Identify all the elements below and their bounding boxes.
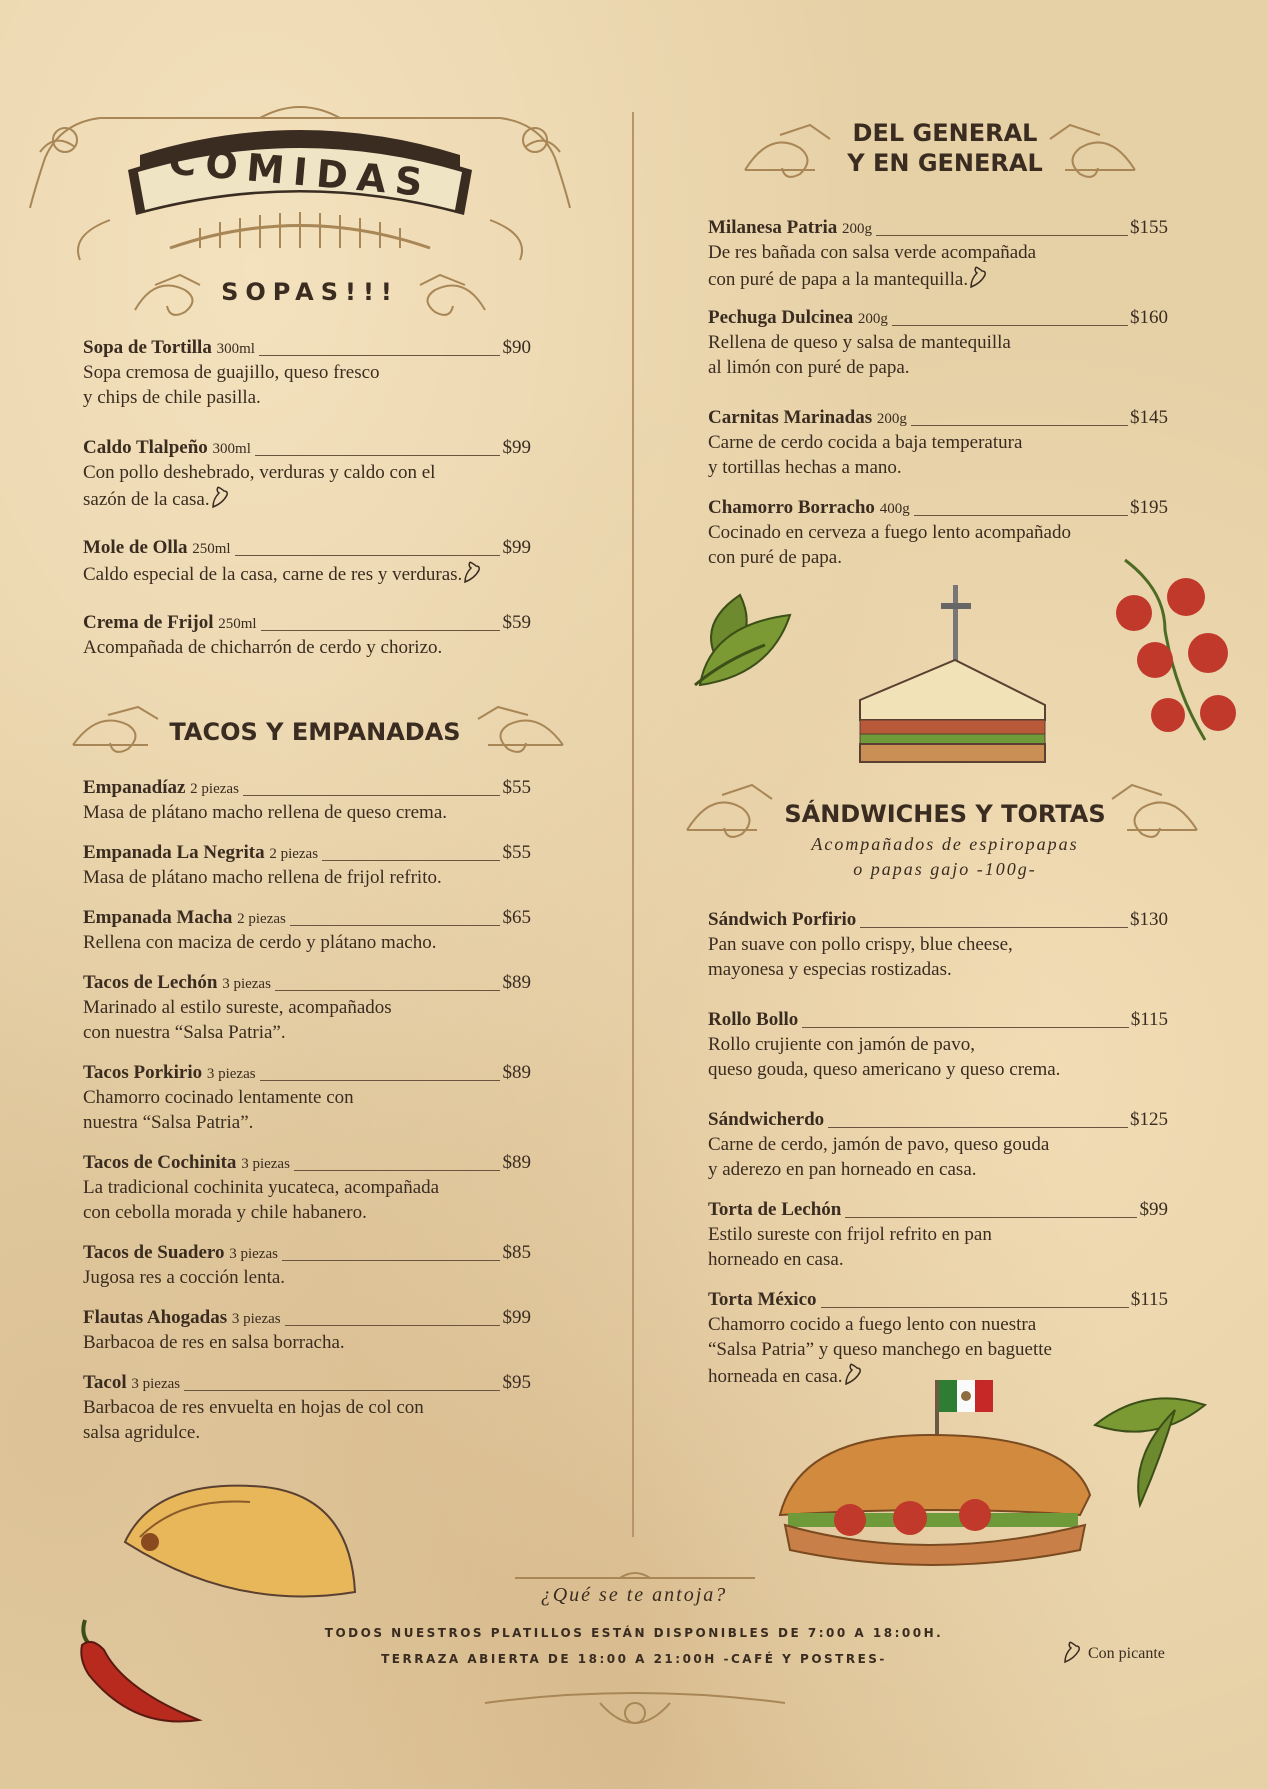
menu-item-price: $59: [502, 612, 531, 633]
menu-item: [83, 775, 531, 825]
menu-item: [83, 840, 531, 890]
menu-item-header: [708, 1197, 1168, 1222]
menu-item-header: [708, 1287, 1168, 1312]
menu-item-price: $55: [502, 777, 531, 798]
footer-hours: TODOS NUESTROS PLATILLOS ESTÁN DISPONIBLES DE 7:00 A 18:00H.: [324, 1626, 944, 1640]
menu-item-header: [83, 1150, 531, 1175]
sandwiches-subtitle-line2: o papas gajo -100g-: [853, 859, 1037, 879]
price-leader-line: [261, 630, 500, 631]
menu-item-name: Flautas Ahogadas: [83, 1307, 228, 1328]
price-leader-line: [184, 1390, 500, 1391]
price-leader-line: [892, 325, 1128, 326]
menu-item-description-text: Acompañada de chicharrón de cerdo y chorizo.: [83, 637, 443, 658]
menu-item-description: [83, 800, 531, 825]
menu-item-description-text: Rollo crujiente con jamón de pavo, queso gouda, queso americano y queso crema.: [708, 1034, 1061, 1080]
menu-item-name: Torta de Lechón: [708, 1199, 842, 1220]
menu-item: [83, 535, 531, 587]
menu-item-price: $85: [502, 1242, 531, 1263]
chili-icon: [210, 489, 232, 510]
menu-item-price: $95: [502, 1372, 531, 1393]
menu-item-description: [708, 330, 1168, 380]
menu-item-description: [83, 865, 531, 890]
menu-item: [708, 495, 1168, 570]
torta-illustration: [770, 1375, 1100, 1575]
menu-item-title: [83, 1152, 290, 1173]
menu-item-description-text: Sopa cremosa de guajillo, queso fresco y chips de chile pasilla.: [83, 362, 380, 408]
menu-item-name: Empanada Macha: [83, 907, 233, 928]
general-title: [835, 118, 1055, 178]
menu-item-description: [83, 1330, 531, 1355]
price-leader-line: [802, 1027, 1129, 1028]
menu-item-title: [83, 537, 231, 558]
menu-item-price: $90: [502, 337, 531, 358]
menu-item-price: $89: [502, 1062, 531, 1083]
menu-item: [83, 1060, 531, 1135]
menu-item-description: [708, 240, 1168, 292]
menu-item-portion: 3 piezas: [229, 1246, 278, 1262]
price-leader-line: [235, 555, 500, 556]
menu-item-price: $115: [1130, 1289, 1168, 1310]
menu-item-name: Sándwicherdo: [708, 1109, 825, 1130]
menu-item-description: [83, 360, 531, 410]
menu-item-price: $89: [502, 972, 531, 993]
menu-item-portion: 2 piezas: [237, 911, 286, 927]
menu-item-header: [83, 1240, 531, 1265]
price-leader-line: [322, 860, 500, 861]
menu-item-description-text: Pan suave con pollo crispy, blue cheese, mayonesa y especias rostizadas.: [708, 934, 1013, 980]
menu-item-name: Tacos de Cochinita: [83, 1152, 237, 1173]
menu-item-name: Caldo Tlalpeño: [83, 437, 208, 458]
legend-spicy: Con picante: [1088, 1645, 1165, 1662]
menu-item-title: [83, 777, 239, 798]
menu-item-header: [708, 215, 1168, 240]
club-sandwich-illustration: [845, 585, 1085, 770]
menu-item-title: [83, 907, 286, 928]
menu-item-name: Mole de Olla: [83, 537, 188, 558]
menu-item-name: Crema de Frijol: [83, 612, 214, 633]
basil-leaf-illustration: [1090, 1385, 1230, 1510]
price-leader-line: [821, 1307, 1129, 1308]
menu-item-portion: 3 piezas: [231, 1311, 281, 1327]
menu-item-name: Tacos de Lechón: [83, 972, 218, 993]
menu-item-description: [83, 635, 531, 660]
menu-item-portion: 2 piezas: [269, 846, 319, 862]
column-divider: [632, 112, 634, 1537]
menu-item-header: [708, 1007, 1168, 1032]
menu-item-title: [83, 337, 255, 358]
menu-item: [83, 610, 531, 660]
general-title-line2: Y EN GENERAL: [847, 149, 1043, 177]
menu-item-portion: 300ml: [212, 441, 251, 457]
menu-item-header: [83, 610, 531, 635]
price-leader-line: [914, 515, 1128, 516]
menu-item-title: [83, 437, 251, 458]
menu-item: [83, 1305, 531, 1355]
menu-item-name: Empanadíaz: [83, 777, 186, 798]
menu-item-title: [708, 307, 888, 328]
menu-item-portion: 400g: [879, 501, 910, 517]
menu-item-description-text: Jugosa res a cocción lenta.: [83, 1267, 286, 1288]
menu-item-header: [708, 305, 1168, 330]
menu-item-name: Carnitas Marinadas: [708, 407, 873, 428]
price-leader-line: [876, 235, 1128, 236]
menu-item: [83, 1370, 531, 1445]
price-leader-line: [828, 1127, 1128, 1128]
footer-terrace: TERRAZA ABIERTA DE 18:00 A 21:00H -CAFÉ Y POSTRES-: [381, 1652, 887, 1666]
menu-item-title: [83, 1307, 281, 1328]
page-title: COMIDAS: [166, 138, 434, 206]
price-leader-line: [290, 925, 500, 926]
menu-item-name: Chamorro Borracho: [708, 497, 875, 518]
footer-question: ¿Qué se te antoja?: [540, 1584, 728, 1606]
menu-item-header: [83, 775, 531, 800]
menu-item-header: [708, 1107, 1168, 1132]
menu-item: [708, 1197, 1168, 1272]
menu-item-name: Rollo Bollo: [708, 1009, 799, 1030]
chili-legend-icon: [1062, 1640, 1084, 1666]
menu-item-header: [708, 907, 1168, 932]
general-title-line1: DEL GENERAL: [852, 119, 1038, 147]
menu-item-portion: 2 piezas: [190, 781, 239, 797]
price-leader-line: [860, 927, 1128, 928]
menu-item-description-text: Carne de cerdo, jamón de pavo, queso gouda y aderezo en pan horneado en casa.: [708, 1134, 1050, 1180]
menu-item-title: [708, 1289, 817, 1310]
sandwiches-subtitle-line1: Acompañados de espiropapas: [811, 834, 1079, 854]
menu-item-price: $89: [502, 1152, 531, 1173]
menu-item-name: Sopa de Tortilla: [83, 337, 212, 358]
sopas-title: SOPAS!!!: [221, 278, 399, 306]
menu-item: [708, 305, 1168, 380]
menu-item-portion: 3 piezas: [131, 1376, 181, 1392]
chili-icon: [462, 564, 484, 585]
menu-item-name: Milanesa Patria: [708, 217, 838, 238]
menu-item-header: [83, 535, 531, 560]
menu-item-description-text: Rellena con maciza de cerdo y plátano macho.: [83, 932, 437, 953]
price-leader-line: [282, 1260, 500, 1261]
price-leader-line: [243, 795, 500, 796]
price-leader-line: [845, 1217, 1137, 1218]
price-leader-line: [911, 425, 1128, 426]
menu-item-header: [83, 435, 531, 460]
menu-item-portion: 200g: [857, 311, 888, 327]
menu-item-description: [83, 1395, 531, 1445]
menu-item-description: [708, 1222, 1168, 1272]
price-leader-line: [285, 1325, 500, 1326]
menu-item-price: $160: [1130, 307, 1168, 328]
menu-item: [83, 970, 531, 1045]
menu-item-description: [83, 995, 531, 1045]
menu-item-portion: 250ml: [218, 616, 257, 632]
menu-item-description: [83, 1265, 531, 1290]
menu-item-price: $99: [502, 437, 531, 458]
menu-item-header: [708, 495, 1168, 520]
price-leader-line: [294, 1170, 500, 1171]
menu-item: [83, 335, 531, 410]
menu-item-portion: 200g: [842, 221, 873, 237]
menu-item-name: Tacos Porkirio: [83, 1062, 203, 1083]
menu-item-description-text: Chamorro cocinado lentamente con nuestra “Salsa Patria”.: [83, 1087, 354, 1133]
menu-item: [708, 215, 1168, 292]
menu-item-title: [83, 972, 271, 993]
menu-item: [83, 1150, 531, 1225]
menu-item-portion: 200g: [876, 411, 907, 427]
menu-item-title: [708, 497, 910, 518]
menu-item-title: [708, 217, 872, 238]
menu-item-price: $99: [502, 537, 531, 558]
menu-item-header: [83, 905, 531, 930]
menu-item-portion: 3 piezas: [222, 976, 271, 992]
menu-item-description-text: De res bañada con salsa verde acompañada con puré de papa a la mantequilla.: [708, 242, 1037, 290]
menu-item-price: $99: [1139, 1199, 1168, 1220]
menu-item: [83, 435, 531, 512]
menu-item-description: [708, 1132, 1168, 1182]
menu-item-description: [708, 1032, 1168, 1082]
menu-item-price: $65: [502, 907, 531, 928]
menu-item-description: [83, 1085, 531, 1135]
menu-item-description: [83, 560, 531, 587]
menu-item-header: [83, 1060, 531, 1085]
menu-item-description-text: Barbacoa de res envuelta en hojas de col con salsa agridulce.: [83, 1397, 424, 1443]
menu-item-description-text: Con pollo deshebrado, verduras y caldo con el sazón de la casa.: [83, 462, 436, 510]
menu-item-header: [708, 405, 1168, 430]
menu-item: [708, 405, 1168, 480]
menu-item-price: $130: [1130, 909, 1168, 930]
menu-item-title: [708, 909, 856, 930]
price-leader-line: [259, 355, 500, 356]
menu-item-name: Tacol: [83, 1372, 127, 1393]
menu-item-price: $125: [1130, 1109, 1168, 1130]
menu-item-header: [83, 1370, 531, 1395]
menu-item-title: [708, 1009, 798, 1030]
menu-item-price: $99: [502, 1307, 531, 1328]
menu-item-description-text: Barbacoa de res en salsa borracha.: [83, 1332, 345, 1353]
menu-item-price: $195: [1130, 497, 1168, 518]
tacos-title: TACOS Y EMPANADAS: [169, 718, 461, 746]
menu-item-header: [83, 1305, 531, 1330]
chili-icon: [968, 269, 990, 290]
menu-item-description-text: Masa de plátano macho rellena de frijol refrito.: [83, 867, 442, 888]
menu-item-description-text: Chamorro cocido a fuego lento con nuestra “Salsa Patria” y queso manchego en baguette horneada en casa.: [708, 1314, 1052, 1387]
menu-item-title: [708, 1109, 824, 1130]
menu-item-price: $115: [1130, 1009, 1168, 1030]
menu-item: [708, 1107, 1168, 1182]
menu-item-header: [83, 970, 531, 995]
menu-item-name: Sándwich Porfirio: [708, 909, 857, 930]
menu-item-title: [83, 1372, 180, 1393]
menu-item-description-text: Rellena de queso y salsa de mantequilla al limón con puré de papa.: [708, 332, 1011, 378]
price-leader-line: [260, 1080, 500, 1081]
menu-item-description: [83, 930, 531, 955]
menu-item-title: [708, 407, 907, 428]
menu-item-name: Empanada La Negrita: [83, 842, 265, 863]
menu-item-description: [708, 520, 1168, 570]
footer-bottom-ornament: [480, 1683, 790, 1738]
menu-item-title: [83, 1062, 256, 1083]
basil-leaves-illustration: [690, 585, 805, 755]
menu-item-title: [83, 612, 257, 633]
menu-item-header: [83, 840, 531, 865]
sandwiches-subtitle: [760, 832, 1130, 882]
footer-top-ornament: [510, 1570, 760, 1585]
menu-item-description: [708, 932, 1168, 982]
menu-item: [83, 905, 531, 955]
menu-item-description-text: Carne de cerdo cocida a baja temperatura y tortillas hechas a mano.: [708, 432, 1023, 478]
menu-item-name: Torta México: [708, 1289, 817, 1310]
price-leader-line: [255, 455, 500, 456]
menu-item-portion: 3 piezas: [241, 1156, 290, 1172]
menu-item-portion: 3 piezas: [206, 1066, 256, 1082]
menu-item-portion: 300ml: [216, 341, 255, 357]
menu-item: [708, 1007, 1168, 1082]
menu-item-description: [83, 1175, 531, 1225]
menu-item-description-text: Cocinado en cerveza a fuego lento acompañado con puré de papa.: [708, 522, 1071, 568]
sandwiches-title: SÁNDWICHES Y TORTAS: [784, 800, 1106, 828]
menu-item-description-text: Marinado al estilo sureste, acompañados con nuestra “Salsa Patria”.: [83, 997, 392, 1043]
menu-item-price: $145: [1130, 407, 1168, 428]
menu-item-description: [708, 430, 1168, 480]
menu-item-price: $55: [502, 842, 531, 863]
menu-item-description: [83, 460, 531, 512]
menu-item-description-text: Masa de plátano macho rellena de queso crema.: [83, 802, 448, 823]
menu-item-header: [83, 335, 531, 360]
menu-item: [708, 1287, 1168, 1389]
cherry-tomatoes-illustration: [1110, 555, 1240, 750]
menu-item: [708, 907, 1168, 982]
menu-item-description-text: Caldo especial de la casa, carne de res y verduras.: [83, 564, 463, 585]
menu-item-description-text: Estilo sureste con frijol refrito en pan horneado en casa.: [708, 1224, 992, 1270]
menu-item-title: [83, 842, 318, 863]
menu-item-description-text: La tradicional cochinita yucateca, acompañada con cebolla morada y chile habanero.: [83, 1177, 440, 1223]
menu-item-price: $155: [1130, 217, 1168, 238]
menu-item-name: Pechuga Dulcinea: [708, 307, 854, 328]
menu-item-title: [83, 1242, 278, 1263]
menu-item-name: Tacos de Suadero: [83, 1242, 225, 1263]
price-leader-line: [275, 990, 500, 991]
menu-item-portion: 250ml: [192, 541, 231, 557]
menu-item: [83, 1240, 531, 1290]
menu-item-title: [708, 1199, 841, 1220]
